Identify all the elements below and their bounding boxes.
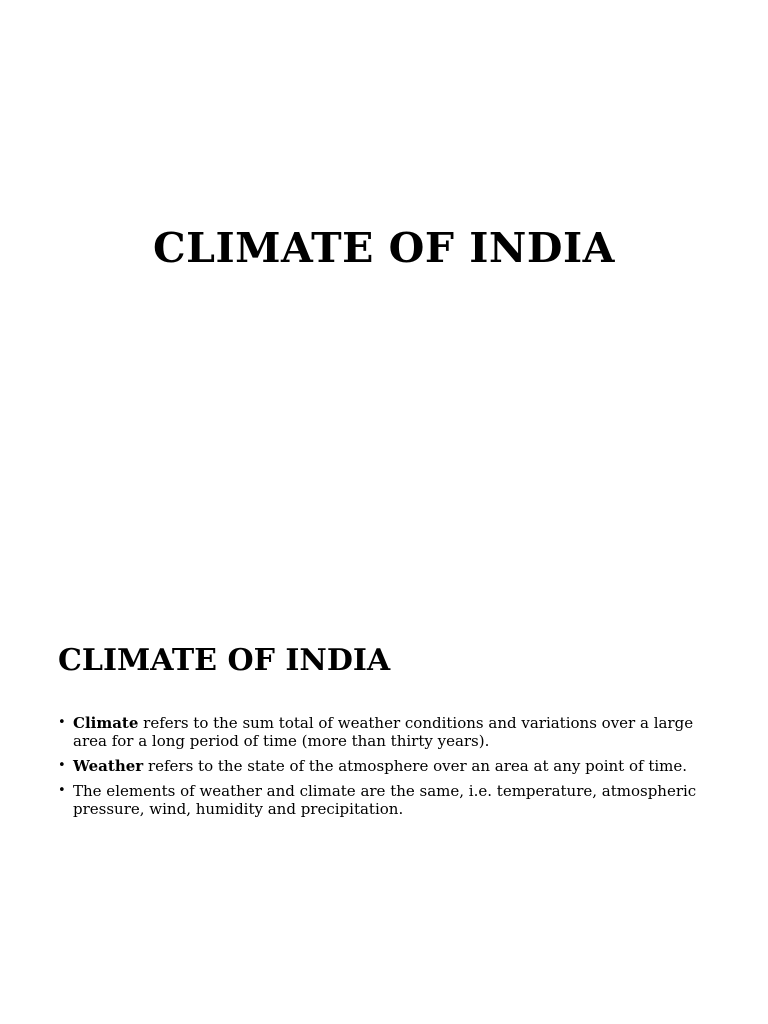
bullet-dot: • [58, 715, 66, 730]
term-climate: Climate [73, 714, 139, 732]
term-weather: Weather [73, 757, 144, 775]
bullet-item-elements [58, 782, 718, 818]
elements-text: The elements of weather and climate are the same, i.e. temperature, atmospheric pressure, wind, humidity and precipitation. [73, 782, 697, 818]
section-title: CLIMATE OF INDIA [58, 643, 391, 678]
bullet-item-climate [58, 714, 718, 750]
bullet-dot: • [58, 758, 66, 773]
bullet-list [58, 714, 718, 825]
definition-weather: refers to the state of the atmosphere over an area at any point of time. [143, 757, 688, 775]
bullet-dot: • [58, 783, 66, 798]
definition-climate: refers to the sum total of weather conditions and variations over a large area for a long period of time (more than thirty years). [73, 714, 694, 750]
slide-title: CLIMATE OF INDIA [153, 224, 615, 272]
bullet-item-weather [58, 757, 718, 775]
